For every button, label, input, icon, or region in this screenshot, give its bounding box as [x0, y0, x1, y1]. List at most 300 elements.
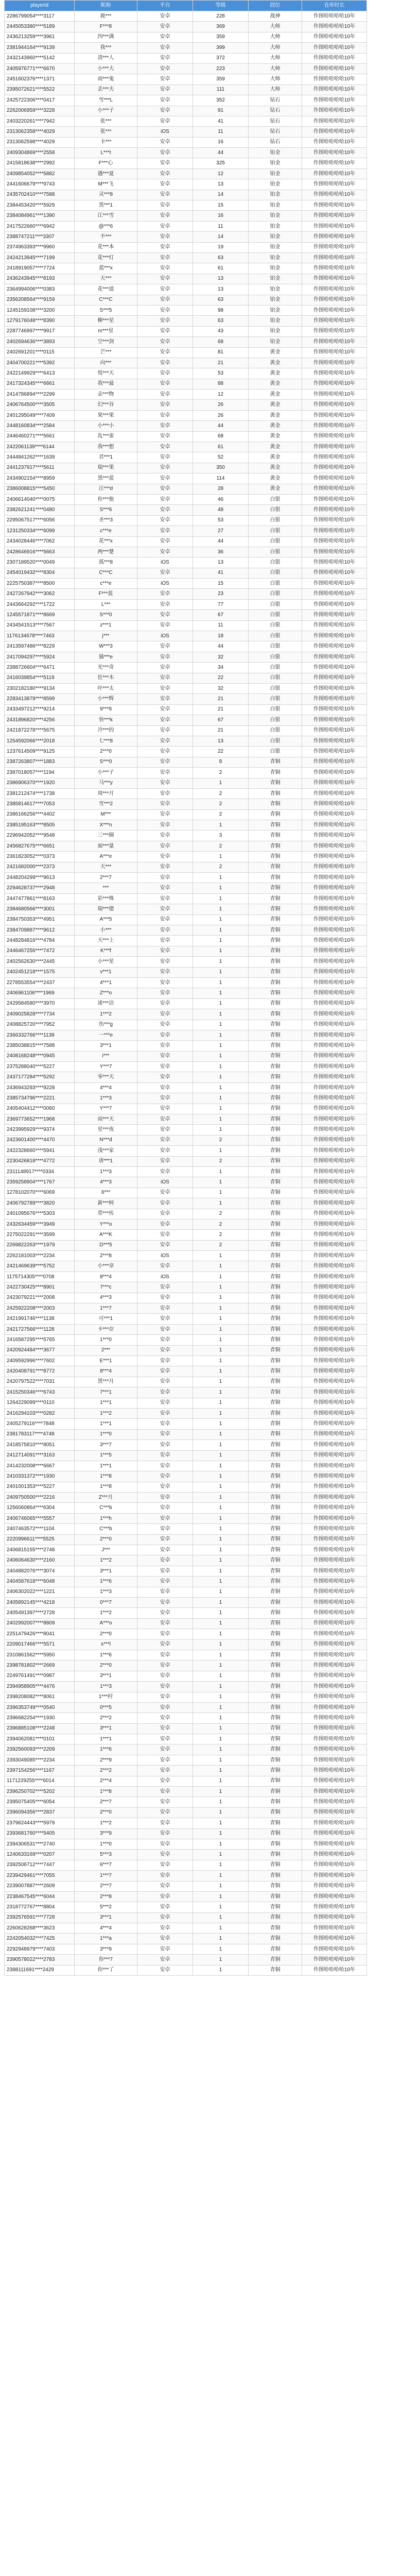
cell-playerid: 2405491397****2728	[5, 1608, 75, 1618]
cell-storage-time: 作图哈哈哈哈10年	[302, 1513, 367, 1523]
cell-level: 1	[193, 1828, 249, 1839]
cell-rank: 青铜	[249, 1493, 302, 1503]
cell-level: 1	[193, 1366, 249, 1377]
cell-level: 1	[193, 1934, 249, 1944]
cell-storage-time: 作图哈哈哈哈10年	[302, 957, 367, 967]
cell-playerid: 2422730425****8901	[5, 1282, 75, 1293]
cell-nickname: 天***	[75, 862, 137, 872]
cell-level: 1	[193, 778, 249, 788]
cell-platform: 安卓	[137, 1125, 193, 1135]
cell-platform: 安卓	[137, 410, 193, 420]
cell-level: 1	[193, 1671, 249, 1681]
cell-platform: 安卓	[137, 1734, 193, 1744]
cell-platform: 安卓	[137, 1104, 193, 1114]
cell-storage-time: 作图哈哈哈哈10年	[302, 694, 367, 704]
cell-level: 61	[193, 263, 249, 274]
cell-nickname: 悦***天	[75, 368, 137, 379]
cell-rank: 黄金	[249, 400, 302, 410]
cell-level: 44	[193, 421, 249, 431]
cell-level: 1	[193, 1660, 249, 1671]
cell-storage-time: 作图哈哈哈哈10年	[302, 1828, 367, 1839]
table-row	[5, 799, 367, 809]
cell-nickname: 2***8	[75, 1251, 137, 1261]
cell-storage-time: 作图哈哈哈哈10年	[302, 53, 367, 63]
cell-rank: 铂金	[249, 168, 302, 179]
cell-storage-time: 作图哈哈哈哈10年	[302, 1051, 367, 1061]
cell-nickname: 1***a	[75, 1934, 137, 1944]
cell-playerid: 2415818638****2992	[5, 158, 75, 168]
cell-playerid: 2447477861****8163	[5, 893, 75, 904]
cell-playerid: 2390578022****2783	[5, 1955, 75, 1965]
table-row	[5, 190, 367, 200]
cell-platform: 安卓	[137, 1230, 193, 1240]
cell-playerid: 2424213945****7199	[5, 252, 75, 263]
cell-playerid: 2375288040****5227	[5, 1062, 75, 1072]
cell-storage-time: 作图哈哈哈哈10年	[302, 1377, 367, 1387]
cell-rank: 青铜	[249, 1303, 302, 1314]
cell-level: 53	[193, 515, 249, 526]
cell-level: 1	[193, 1566, 249, 1576]
table-row	[5, 904, 367, 914]
cell-rank: 白银	[249, 547, 302, 557]
cell-platform: 安卓	[137, 1702, 193, 1713]
cell-playerid: 2296942052****9548	[5, 831, 75, 841]
table-row	[5, 694, 367, 704]
table-row	[5, 526, 367, 536]
cell-level: 1	[193, 946, 249, 956]
table-row	[5, 936, 367, 946]
cell-rank: 青铜	[249, 883, 302, 893]
cell-nickname: 小***子	[75, 768, 137, 778]
cell-platform: 安卓	[137, 1030, 193, 1040]
cell-playerid: 2361823052****0373	[5, 852, 75, 862]
cell-platform: 安卓	[137, 1787, 193, 1797]
cell-rank: 白银	[249, 599, 302, 609]
cell-rank: 大师	[249, 22, 302, 32]
cell-rank: 青铜	[249, 1682, 302, 1692]
cell-playerid: 2294628737****2948	[5, 883, 75, 893]
cell-rank: 青铜	[249, 1650, 302, 1660]
cell-storage-time: 作图哈哈哈哈10年	[302, 684, 367, 694]
cell-storage-time: 作图哈哈哈哈10年	[302, 1009, 367, 1020]
table-row	[5, 179, 367, 190]
cell-nickname: 幻***谷	[75, 400, 137, 410]
cell-level: 1	[193, 904, 249, 914]
table-row	[5, 1660, 367, 1671]
cell-platform: 安卓	[137, 1744, 193, 1755]
cell-rank: 青铜	[249, 1934, 302, 1944]
cell-storage-time: 作图哈哈哈哈10年	[302, 936, 367, 946]
cell-playerid: 1245159108****3200	[5, 305, 75, 315]
table-row	[5, 599, 367, 609]
cell-playerid: 2386906370****1920	[5, 778, 75, 788]
cell-platform: 安卓	[137, 379, 193, 389]
cell-storage-time: 作图哈哈哈哈10年	[302, 1723, 367, 1734]
cell-platform: 安卓	[137, 1282, 193, 1293]
cell-playerid: 2441237917****5611	[5, 463, 75, 473]
cell-storage-time: 作图哈哈哈哈10年	[302, 1524, 367, 1534]
cell-playerid: 2374963393****9960	[5, 242, 75, 252]
cell-rank: 青铜	[249, 1020, 302, 1030]
cell-playerid: 2398781802****2669	[5, 1660, 75, 1671]
table-row	[5, 494, 367, 504]
cell-rank: 青铜	[249, 1219, 302, 1229]
cell-rank: 青铜	[249, 831, 302, 841]
cell-nickname: 小***星	[75, 957, 137, 967]
cell-rank: 黄金	[249, 442, 302, 452]
cell-rank: 青铜	[249, 1577, 302, 1587]
cell-nickname: 1***2	[75, 1555, 137, 1566]
cell-storage-time: 作图哈哈哈哈10年	[302, 862, 367, 872]
table-row	[5, 536, 367, 547]
cell-level: 1	[193, 1839, 249, 1849]
cell-playerid: 2429584580****3970	[5, 998, 75, 1009]
cell-rank: 钻石	[249, 137, 302, 147]
cell-nickname: 1***6	[75, 1577, 137, 1587]
cell-platform: iOS	[137, 557, 193, 568]
cell-playerid: 2401001353****5227	[5, 1482, 75, 1492]
cell-platform: 安卓	[137, 168, 193, 179]
table-row	[5, 379, 367, 389]
cell-level: 44	[193, 148, 249, 158]
cell-platform: 安卓	[137, 1471, 193, 1482]
table-row	[5, 515, 367, 526]
cell-playerid: 2445053380****5189	[5, 22, 75, 32]
cell-rank: 黄金	[249, 389, 302, 400]
cell-rank: 青铜	[249, 1807, 302, 1818]
cell-level: 13	[193, 179, 249, 190]
cell-platform: 安卓	[137, 148, 193, 158]
cell-storage-time: 作图哈哈哈哈10年	[302, 137, 367, 147]
cell-nickname: 1***8	[75, 1471, 137, 1482]
cell-nickname: 带***传	[75, 1209, 137, 1219]
cell-level: 1	[193, 1755, 249, 1765]
cell-rank: 青铜	[249, 1503, 302, 1513]
cell-storage-time: 作图哈哈哈哈10年	[302, 1240, 367, 1250]
cell-nickname: F***8	[75, 22, 137, 32]
cell-platform: 安卓	[137, 1314, 193, 1324]
cell-platform: 安卓	[137, 1545, 193, 1555]
cell-storage-time: 作图哈哈哈哈10年	[302, 831, 367, 841]
cell-platform: 安卓	[137, 1660, 193, 1671]
cell-storage-time: 作图哈哈哈哈10年	[302, 95, 367, 106]
cell-rank: 青铜	[249, 1797, 302, 1807]
cell-level: 36	[193, 547, 249, 557]
cell-level: 11	[193, 620, 249, 631]
cell-platform: 安卓	[137, 1860, 193, 1870]
cell-storage-time: 作图哈哈哈哈10年	[302, 988, 367, 998]
cell-nickname: 小***子	[75, 106, 137, 116]
table-row	[5, 1377, 367, 1387]
cell-rank: 青铜	[249, 1891, 302, 1902]
cell-storage-time: 作图哈哈哈哈10年	[302, 106, 367, 116]
table-row	[5, 22, 367, 32]
cell-level: 2	[193, 1135, 249, 1145]
cell-storage-time: 作图哈哈哈哈10年	[302, 179, 367, 190]
cell-platform: 安卓	[137, 925, 193, 935]
cell-nickname: 吓***太	[75, 684, 137, 694]
cell-rank: 青铜	[249, 1734, 302, 1744]
cell-level: 2	[193, 862, 249, 872]
cell-nickname: 2***0	[75, 1629, 137, 1639]
table-row	[5, 1041, 367, 1051]
cell-rank: 铂金	[249, 284, 302, 295]
cell-level: 14	[193, 232, 249, 242]
table-row	[5, 852, 367, 862]
cell-storage-time: 作图哈哈哈哈10年	[302, 1251, 367, 1261]
cell-rank: 白银	[249, 673, 302, 683]
cell-storage-time: 作图哈哈哈哈10年	[302, 1356, 367, 1366]
table-row	[5, 1965, 367, 1975]
cell-platform: 安卓	[137, 484, 193, 494]
cell-platform: 安卓	[137, 1082, 193, 1093]
cell-level: 1	[193, 1188, 249, 1198]
cell-rank: 铂金	[249, 263, 302, 274]
cell-level: 53	[193, 368, 249, 379]
cell-level: 1	[193, 1818, 249, 1828]
cell-playerid: 2416294103****0282	[5, 1408, 75, 1418]
table-row	[5, 389, 367, 400]
table-row	[5, 284, 367, 295]
cell-platform: 安卓	[137, 536, 193, 547]
cell-rank: 大师	[249, 74, 302, 84]
cell-rank: 铂金	[249, 252, 302, 263]
cell-platform: 安卓	[137, 1639, 193, 1650]
cell-level: 1	[193, 1303, 249, 1314]
cell-nickname: 零***天	[75, 1072, 137, 1082]
table-row	[5, 1713, 367, 1723]
cell-playerid: 2405279116****7848	[5, 1419, 75, 1429]
cell-storage-time: 作图哈哈哈哈10年	[302, 1030, 367, 1040]
cell-storage-time: 作图哈哈哈哈10年	[302, 1198, 367, 1209]
table-row	[5, 883, 367, 893]
cell-storage-time: 作图哈哈哈哈10年	[302, 1639, 367, 1650]
cell-nickname: 1***1	[75, 1734, 137, 1744]
cell-nickname: v***1	[75, 967, 137, 977]
cell-storage-time: 作图哈哈哈哈10年	[302, 914, 367, 925]
cell-nickname: N***d	[75, 1135, 137, 1145]
cell-nickname: 5***3	[75, 1850, 137, 1860]
cell-rank: 钻石	[249, 116, 302, 126]
cell-storage-time: 作图哈哈哈哈10年	[302, 1818, 367, 1828]
cell-level: 1	[193, 1955, 249, 1965]
table-row	[5, 95, 367, 106]
cell-storage-time: 作图哈哈哈哈10年	[302, 1787, 367, 1797]
cell-storage-time: 作图哈哈哈哈10年	[302, 589, 367, 599]
cell-playerid: 2392560093****2209	[5, 1744, 75, 1755]
cell-level: 1	[193, 1587, 249, 1597]
cell-level: 1	[193, 1198, 249, 1209]
cell-platform: 安卓	[137, 841, 193, 851]
cell-rank: 青铜	[249, 1251, 302, 1261]
table-row	[5, 431, 367, 442]
cell-rank: 青铜	[249, 1166, 302, 1177]
table-row	[5, 221, 367, 231]
cell-platform: 安卓	[137, 95, 193, 106]
cell-platform: 安卓	[137, 1135, 193, 1145]
cell-nickname: 空***剑	[75, 337, 137, 347]
cell-nickname: 6***	[75, 1188, 137, 1198]
cell-level: 1	[193, 1597, 249, 1607]
cell-rank: 黄金	[249, 473, 302, 484]
cell-rank: 青铜	[249, 1366, 302, 1377]
cell-storage-time: 作图哈哈哈哈10年	[302, 599, 367, 609]
cell-storage-time: 作图哈哈哈哈10年	[302, 1387, 367, 1398]
table-row	[5, 106, 367, 116]
table-row	[5, 137, 367, 147]
cell-platform: 安卓	[137, 137, 193, 147]
cell-nickname: ***	[75, 883, 137, 893]
cell-platform: 安卓	[137, 1493, 193, 1503]
cell-playerid: 2417324345****6661	[5, 379, 75, 389]
cell-playerid: 2422061139****6144	[5, 442, 75, 452]
cell-nickname: 1***3	[75, 1166, 137, 1177]
table-row	[5, 1650, 367, 1660]
cell-playerid: 2431896820****4256	[5, 715, 75, 725]
cell-rank: 白银	[249, 620, 302, 631]
cell-rank: 青铜	[249, 1471, 302, 1482]
table-row	[5, 1955, 367, 1965]
cell-platform: 安卓	[137, 1871, 193, 1881]
cell-storage-time: 作图哈哈哈哈10年	[302, 1471, 367, 1482]
cell-nickname: 亲***物	[75, 389, 137, 400]
table-row	[5, 1324, 367, 1334]
cell-platform: 安卓	[137, 1461, 193, 1471]
cell-nickname: 4***4	[75, 1082, 137, 1093]
table-row	[5, 1293, 367, 1303]
table-row	[5, 1009, 367, 1020]
cell-playerid: 2242054032****7425	[5, 1934, 75, 1944]
cell-rank: 黄金	[249, 431, 302, 442]
cell-platform: 安卓	[137, 589, 193, 599]
cell-platform: 安卓	[137, 63, 193, 74]
cell-rank: 青铜	[249, 1744, 302, 1755]
cell-platform: 安卓	[137, 1618, 193, 1629]
cell-nickname: 花***灯	[75, 252, 137, 263]
cell-rank: 铂金	[249, 305, 302, 315]
cell-storage-time: 作图哈哈哈哈10年	[302, 631, 367, 641]
cell-playerid: 2409750500****2216	[5, 1493, 75, 1503]
cell-playerid: 1256060864****6304	[5, 1503, 75, 1513]
cell-playerid: 2402992007****8809	[5, 1618, 75, 1629]
cell-storage-time: 作图哈哈哈哈10年	[302, 74, 367, 84]
cell-level: 41	[193, 568, 249, 578]
cell-rank: 青铜	[249, 799, 302, 809]
cell-playerid: 1278102070****6069	[5, 1188, 75, 1198]
cell-rank: 青铜	[249, 1702, 302, 1713]
table-row	[5, 84, 367, 95]
table-row	[5, 1828, 367, 1839]
cell-level: 1	[193, 1440, 249, 1450]
cell-level: 1	[193, 957, 249, 967]
cell-platform: 安卓	[137, 1387, 193, 1398]
header-playerid: playerid	[5, 1, 75, 11]
cell-level: 1	[193, 1146, 249, 1156]
cell-level: 1	[193, 1125, 249, 1135]
cell-rank: 铂金	[249, 190, 302, 200]
header-row	[5, 1, 367, 11]
cell-nickname: A***K	[75, 1230, 137, 1240]
cell-nickname: 2***4	[75, 1776, 137, 1786]
cell-playerid: 1254592066****2018	[5, 736, 75, 746]
cell-playerid: 2437177284****5292	[5, 1072, 75, 1082]
header-rank: 段位	[249, 1, 302, 11]
cell-platform: 安卓	[137, 1797, 193, 1807]
cell-level: 1	[193, 1555, 249, 1566]
cell-nickname: 快***k	[75, 715, 137, 725]
cell-storage-time: 作图哈哈哈哈10年	[302, 579, 367, 589]
cell-platform: 安卓	[137, 610, 193, 620]
cell-level: 1	[193, 1692, 249, 1702]
cell-platform: 安卓	[137, 757, 193, 767]
table-row	[5, 1934, 367, 1944]
cell-platform: 安卓	[137, 1429, 193, 1439]
cell-platform: 安卓	[137, 1440, 193, 1450]
cell-storage-time: 作图哈哈哈哈10年	[302, 1156, 367, 1166]
cell-rank: 青铜	[249, 1944, 302, 1954]
cell-playerid: 2384709887****9612	[5, 925, 75, 935]
cell-playerid: 2225750387****8500	[5, 579, 75, 589]
cell-level: 1	[193, 1335, 249, 1345]
cell-platform: 安卓	[137, 106, 193, 116]
cell-rank: 青铜	[249, 1618, 302, 1629]
cell-playerid: 2405892145****4218	[5, 1597, 75, 1607]
cell-nickname: 浅***家	[75, 1146, 137, 1156]
cell-nickname: 3***1	[75, 1566, 137, 1576]
cell-rank: 青铜	[249, 1461, 302, 1471]
cell-storage-time: 作图哈哈哈哈10年	[302, 158, 367, 168]
cell-level: 1	[193, 1891, 249, 1902]
cell-rank: 青铜	[249, 1524, 302, 1534]
cell-nickname: 1***0	[75, 1429, 137, 1439]
cell-playerid: 2249761491****0987	[5, 1671, 75, 1681]
table-row	[5, 1303, 367, 1314]
cell-playerid: 2405404412****0060	[5, 1104, 75, 1114]
cell-platform: 安卓	[137, 1923, 193, 1934]
cell-storage-time: 作图哈哈哈哈10年	[302, 305, 367, 315]
cell-platform: 安卓	[137, 1198, 193, 1209]
cell-playerid: 2260628268****3623	[5, 1923, 75, 1934]
cell-level: 98	[193, 305, 249, 315]
cell-playerid: 2409025828****7734	[5, 1009, 75, 1020]
table-row	[5, 1272, 367, 1282]
cell-level: 1	[193, 883, 249, 893]
table-row	[5, 74, 367, 84]
cell-playerid: 2402451218****1575	[5, 967, 75, 977]
cell-nickname: 6***7	[75, 1860, 137, 1870]
cell-storage-time: 作图哈哈哈哈10年	[302, 568, 367, 578]
cell-level: 1	[193, 893, 249, 904]
cell-level: 1	[193, 967, 249, 977]
cell-level: 63	[193, 316, 249, 326]
cell-storage-time: 作图哈哈哈哈10年	[302, 1440, 367, 1450]
cell-playerid: 2406764500****3505	[5, 400, 75, 410]
cell-playerid: 2451602376****1371	[5, 74, 75, 84]
cell-platform: iOS	[137, 579, 193, 589]
cell-storage-time: 作图哈哈哈哈10年	[302, 1398, 367, 1408]
table-row	[5, 1209, 367, 1219]
cell-nickname: 花***道	[75, 284, 137, 295]
cell-rank: 青铜	[249, 1209, 302, 1219]
cell-platform: iOS	[137, 1272, 193, 1282]
table-row	[5, 715, 367, 725]
cell-nickname: 1***3	[75, 1587, 137, 1597]
table-row	[5, 1166, 367, 1177]
cell-nickname: 你***7	[75, 1955, 137, 1965]
cell-platform: 安卓	[137, 1293, 193, 1303]
cell-nickname: 1***h	[75, 1513, 137, 1523]
table-row	[5, 168, 367, 179]
